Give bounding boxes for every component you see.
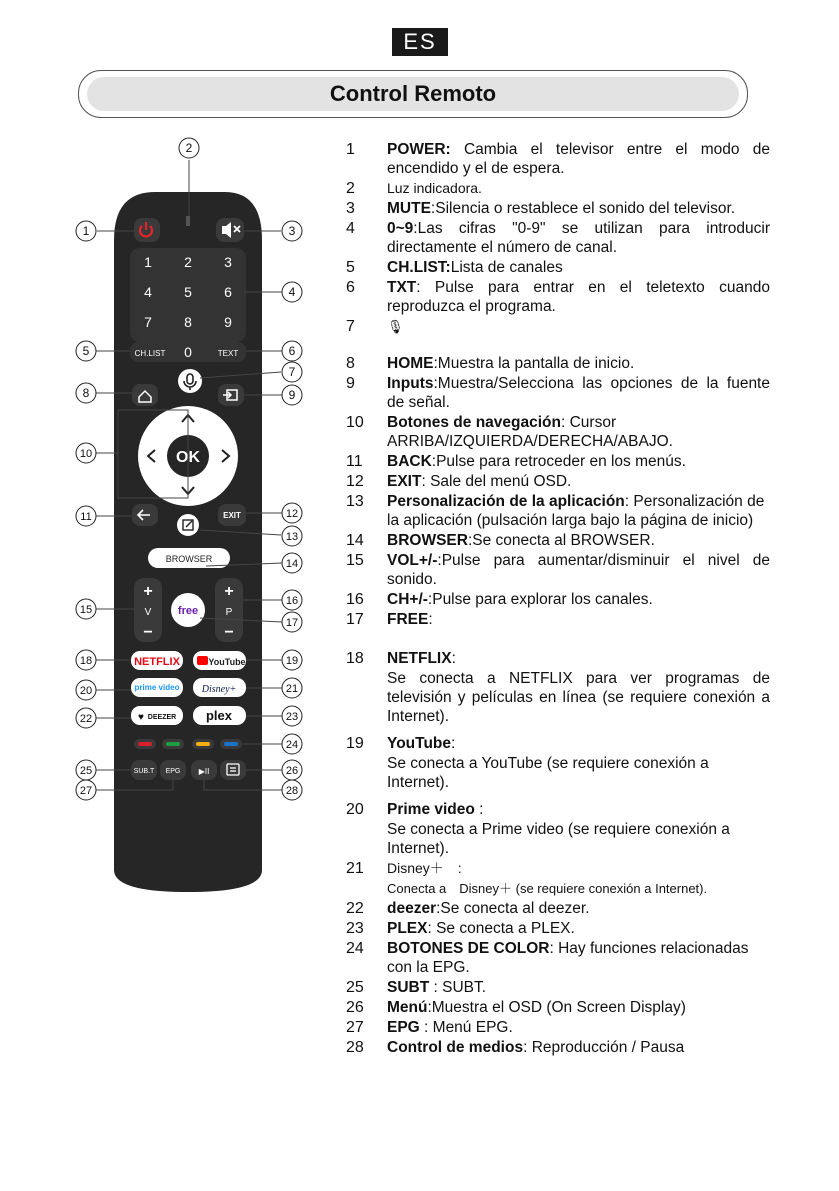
list-item: 21 Disney＋ : (346, 860, 462, 877)
callout-number: 27 (79, 785, 93, 797)
list-item: 9 Inputs:Muestra/Selecciona las opciones de la fuente de señal. (346, 375, 770, 411)
list-item: 13 Personalización de la aplicación: Personalización de la aplicación (pulsación larga bajo la página de inicio) (346, 493, 765, 529)
channel-minus: − (224, 624, 234, 641)
list-item: 26 Menú:Muestra el OSD (On Screen Display) (346, 999, 686, 1016)
list-item-detail: Conecta a Disney＋ (se requiere conexión a Internet). (387, 881, 708, 896)
youtube-icon (197, 656, 208, 665)
menu-button (220, 760, 246, 780)
list-item: 23 PLEX: Se conecta a PLEX. (346, 920, 575, 937)
mic-icon: 🎙 (387, 319, 404, 334)
channel-plus: + (224, 583, 234, 600)
list-item-detail: Se conecta a Prime video (se requiere conexión a Internet). (387, 821, 730, 857)
digit-key: 5 (184, 284, 192, 300)
exit-label: EXIT (223, 511, 241, 520)
callout-number: 26 (285, 765, 299, 777)
subt-label: SUB.T (133, 768, 155, 775)
digit-key: 8 (184, 314, 192, 330)
digit-key: 7 (144, 314, 152, 330)
digit-key: 3 (224, 254, 232, 270)
callout-number: 4 (288, 285, 296, 299)
list-item-detail: Se conecta a YouTube (se requiere conexión a Internet). (387, 755, 709, 791)
chlist-label: CH.LIST (134, 349, 166, 358)
list-item: 12 EXIT: Sale del menú OSD. (346, 473, 572, 490)
callout-number: 19 (285, 655, 299, 667)
digit-key: 9 (224, 314, 232, 330)
list-item: 6 TXT: Pulse para entrar en el teletexto cuando reproduzca el programa. (346, 279, 770, 315)
disney-label: Disney+ (201, 684, 237, 695)
volume-plus: + (143, 583, 153, 600)
color-bar (196, 742, 210, 746)
list-item: 2 Luz indicadora. (346, 180, 482, 197)
callout-number: 18 (79, 655, 93, 667)
youtube-label: YouTube (208, 657, 246, 667)
callout-number: 7 (288, 365, 296, 379)
list-item: 10 Botones de navegación: Cursor ARRIBA/IZQUIERDA/DERECHA/ABAJO. (346, 414, 673, 450)
callout-number: 23 (285, 711, 299, 723)
list-item: 16 CH+/-:Pulse para explorar los canales. (346, 591, 653, 608)
callout-number: 11 (80, 511, 92, 523)
color-bar (138, 742, 152, 746)
text-label: TEXT (217, 349, 239, 358)
callout-number: 28 (285, 785, 299, 797)
digit-key: 2 (184, 254, 192, 270)
callout-number: 25 (79, 765, 93, 777)
callout-number: 16 (285, 595, 299, 607)
callout-number: 9 (288, 388, 296, 402)
plex-label: plex (205, 708, 233, 723)
deezer-label: DEEZER (147, 714, 177, 721)
volume-minus: − (143, 624, 153, 641)
callout-number: 2 (185, 141, 193, 155)
channel-label: P (225, 607, 233, 618)
ok-label: OK (176, 449, 200, 466)
deezer-heart-icon: ♥ (138, 712, 144, 723)
callout-number: 21 (285, 683, 299, 695)
digit-key: 4 (144, 284, 152, 300)
callout-number: 15 (79, 604, 93, 616)
number-pad (130, 248, 246, 342)
callout-number: 22 (79, 713, 93, 725)
list-item: 3 MUTE:Silencia o restablece el sonido del televisor. (346, 200, 736, 217)
indicator-light (186, 216, 190, 226)
list-item: 5 CH.LIST:Lista de canales (346, 259, 563, 276)
free-label: free (177, 605, 199, 617)
callout-number: 20 (79, 685, 93, 697)
list-item: 18 NETFLIX: (346, 650, 456, 667)
list-item: 4 0~9:Las cifras "0-9" se utilizan para introducir directamente el número de canal. (346, 220, 770, 256)
callout-number: 10 (79, 448, 93, 460)
callout-number: 13 (285, 531, 299, 543)
callout-number: 3 (288, 224, 296, 238)
color-bar (224, 742, 238, 746)
list-item: 7 🎙 (346, 318, 404, 335)
list-item: 25 SUBT : SUBT. (346, 979, 487, 996)
callout-number: 17 (285, 617, 299, 629)
color-bar (166, 742, 180, 746)
callout-number: 5 (82, 344, 90, 358)
prime-video-label: prime video (134, 683, 180, 692)
callout-number: 6 (288, 344, 296, 358)
list-item: 28 Control de medios: Reproducción / Pausa (346, 1039, 685, 1056)
digit-key: 6 (224, 284, 232, 300)
callout-number: 1 (82, 224, 90, 238)
button-description-list (346, 140, 770, 1058)
list-item: 19 YouTube: (346, 735, 456, 752)
page-title: Control Remoto (87, 77, 739, 111)
list-item: 22 deezer:Se conecta al deezer. (346, 900, 590, 917)
list-item: 11 BACK:Pulse para retroceder en los menús. (346, 453, 686, 470)
digit-zero: 0 (184, 344, 192, 360)
play-pause-label: ▶II (198, 767, 210, 776)
list-item: 1 POWER: Cambia el televisor entre el modo de encendido y el de espera. (346, 141, 770, 177)
list-item: 20 Prime video : (346, 801, 484, 818)
list-item: 24 BOTONES DE COLOR: Hay funciones relacionadas con la EPG. (346, 940, 749, 976)
callout-number: 24 (285, 739, 299, 751)
list-item: 15 VOL+/-:Pulse para aumentar/disminuir el nivel de sonido. (346, 552, 770, 588)
browser-label: BROWSER (165, 554, 213, 564)
list-item: 14 BROWSER:Se conecta al BROWSER. (346, 532, 655, 549)
callout-number: 12 (285, 508, 299, 520)
digit-key: 1 (144, 254, 152, 270)
epg-label: EPG (165, 768, 181, 775)
callout-number: 8 (82, 386, 90, 400)
volume-label: V (144, 607, 152, 618)
callout-number: 14 (285, 558, 299, 570)
list-item: 27 EPG : Menú EPG. (346, 1019, 513, 1036)
language-badge: ES (392, 28, 448, 56)
list-item: 8 HOME:Muestra la pantalla de inicio. (346, 355, 635, 372)
list-item-detail: Se conecta a NETFLIX para ver programas de televisión y películas en línea (se requiere conexión a Internet). (387, 670, 770, 725)
netflix-label: NETFLIX (134, 656, 180, 668)
list-item: 17 FREE: (346, 611, 433, 628)
